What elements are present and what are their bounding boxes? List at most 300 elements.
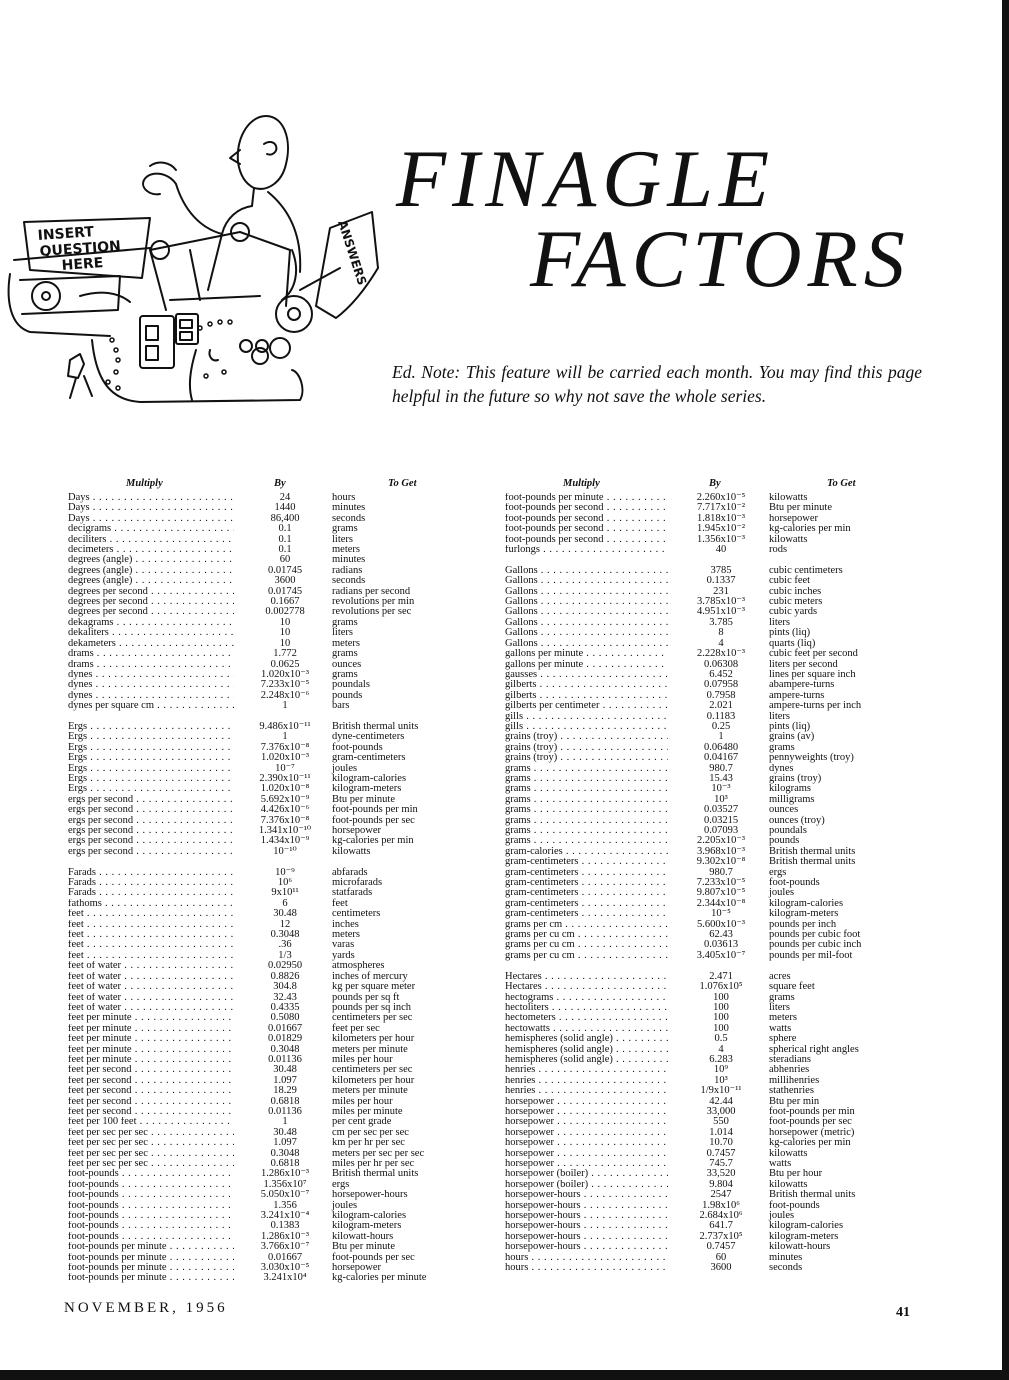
to-get-cell: miles per minute bbox=[332, 1105, 403, 1117]
to-get-cell: pounds per cubic inch bbox=[769, 939, 862, 951]
multiply-cell: gills . . . bbox=[505, 722, 668, 732]
multiply-cell: gram-centimeters . . . bbox=[505, 888, 668, 898]
factor-cell: 1.772 bbox=[273, 648, 297, 660]
factor-cell: 0.1667 bbox=[270, 596, 300, 608]
to-get-cell: joules bbox=[332, 1199, 358, 1211]
multiply-cell: feet per second . . . bbox=[68, 1086, 234, 1096]
multiply-cell: hectowatts . . . bbox=[505, 1024, 668, 1034]
factor-cell: 42.44 bbox=[709, 1095, 733, 1107]
to-get-cell: Btu per minute bbox=[332, 793, 395, 805]
multiply-cell: feet per second . . . bbox=[68, 1065, 234, 1075]
multiply-cell: foot-pounds . . . bbox=[68, 1190, 234, 1200]
multiply-cell: decimeters . . . bbox=[68, 545, 234, 555]
factor-cell: 0.7457 bbox=[706, 1147, 736, 1159]
multiply-cell: fathoms . . . bbox=[68, 899, 234, 909]
factor-cell: 100 bbox=[713, 1001, 729, 1013]
factor-cell: 60 bbox=[279, 554, 291, 566]
factor-cell: 1 bbox=[282, 700, 288, 712]
editor-note: Ed. Note: This feature will be carried each month. You may find this page helpful in the future so why not save the whole series. bbox=[392, 362, 922, 406]
factor-cell: 0.01667 bbox=[267, 1251, 303, 1263]
factor-cell: 7.717x10⁻² bbox=[696, 502, 746, 514]
multiply-cell: horsepower-hours . . . bbox=[505, 1190, 668, 1200]
to-get-cell: liters bbox=[332, 627, 353, 639]
factor-cell: 4.426x10⁻⁶ bbox=[260, 804, 310, 816]
factor-cell: 3600 bbox=[710, 1262, 732, 1274]
multiply-cell: dynes . . . bbox=[68, 691, 234, 701]
to-get-cell: joules bbox=[769, 1210, 795, 1222]
multiply-cell: gilberts . . . bbox=[505, 680, 668, 690]
to-get-cell: kilograms bbox=[769, 783, 811, 795]
to-get-cell: pounds per sq ft bbox=[332, 991, 400, 1003]
to-get-cell: joules bbox=[332, 762, 358, 774]
to-get-cell: kilowatts bbox=[769, 533, 808, 545]
to-get-cell: minutes bbox=[332, 502, 366, 514]
multiply-cell: horsepower-hours . . . bbox=[505, 1221, 668, 1231]
factor-cell: 30.48 bbox=[273, 1126, 297, 1138]
multiply-cell: foot-pounds per second . . . bbox=[505, 535, 668, 545]
factor-cell: 5.600x10⁻³ bbox=[696, 918, 746, 930]
factor-cell: 0.01667 bbox=[267, 1022, 303, 1034]
multiply-cell: Farads . . . bbox=[68, 868, 234, 878]
to-get-cell: seconds bbox=[332, 512, 366, 524]
to-get-cell: abhenries bbox=[769, 1064, 810, 1076]
to-get-cell: cubic meters bbox=[769, 596, 823, 608]
factor-cell: 2.021 bbox=[709, 700, 733, 712]
factor-cell: 1.945x10⁻² bbox=[696, 523, 746, 535]
to-get-cell: horsepower (metric) bbox=[769, 1126, 855, 1138]
to-get-cell: ounces bbox=[332, 658, 362, 670]
factor-cell: 1.434x10⁻⁹ bbox=[260, 835, 310, 847]
to-get-cell: Btu per hour bbox=[769, 1168, 823, 1180]
multiply-cell: hours . . . bbox=[505, 1253, 668, 1263]
to-get-cell: liters bbox=[769, 710, 790, 722]
multiply-cell: horsepower . . . bbox=[505, 1117, 668, 1127]
factor-cell: 18.29 bbox=[273, 1085, 297, 1097]
multiply-cell: Ergs . . . bbox=[68, 784, 234, 794]
to-get-cell: poundals bbox=[769, 825, 807, 836]
to-get-cell: kg-calories per min bbox=[769, 1137, 851, 1149]
to-get-cell: grams bbox=[332, 616, 358, 628]
factor-cell: 10³ bbox=[714, 793, 728, 805]
to-get-cell: horsepower bbox=[332, 1262, 381, 1274]
multiply-cell: feet . . . bbox=[68, 909, 234, 919]
multiply-cell: Farads . . . bbox=[68, 888, 234, 898]
multiply-cell: horsepower-hours . . . bbox=[505, 1242, 668, 1252]
page-number: 41 bbox=[896, 1305, 910, 1320]
multiply-cell: Ergs . . . bbox=[68, 743, 234, 753]
multiply-cell: ergs per second . . . bbox=[68, 805, 234, 815]
factor-cell: 100 bbox=[713, 1012, 729, 1024]
to-get-cell: spherical right angles bbox=[769, 1043, 859, 1055]
factor-cell: 32.43 bbox=[273, 991, 297, 1003]
multiply-cell: grams . . . bbox=[505, 826, 668, 836]
factor-cell: 0.6818 bbox=[270, 1158, 300, 1169]
multiply-cell: gilberts per centimeter . . . bbox=[505, 701, 668, 711]
to-get-cell: kilowatt-hours bbox=[332, 1230, 394, 1242]
factor-cell: 0.3048 bbox=[270, 1147, 300, 1159]
to-get-cell: watts bbox=[769, 1158, 792, 1169]
to-get-cell: meters per minute bbox=[332, 1043, 408, 1055]
multiply-cell: foot-pounds . . . bbox=[68, 1180, 234, 1190]
to-get-cell: miles per hour bbox=[332, 1095, 393, 1107]
factor-cell: 10⁹ bbox=[713, 1064, 729, 1076]
factor-cell: 10⁻⁹ bbox=[275, 866, 295, 878]
multiply-cell: gram-centimeters . . . bbox=[505, 909, 668, 919]
multiply-cell: grams per cu cm . . . bbox=[505, 930, 668, 940]
multiply-cell: dynes per square cm . . . bbox=[68, 701, 234, 711]
to-get-cell: grams bbox=[769, 991, 795, 1003]
to-get-cell: British thermal units bbox=[332, 1168, 419, 1180]
multiply-cell: degrees per second . . . bbox=[68, 587, 234, 597]
factor-cell: 1 bbox=[718, 731, 724, 743]
to-get-cell: meters bbox=[332, 929, 360, 941]
factor-cell: 2.248x10⁻⁶ bbox=[260, 689, 310, 701]
multiply-cell: grams . . . bbox=[505, 805, 668, 815]
factor-cell: 3.241x10⁴ bbox=[263, 1272, 307, 1284]
factor-cell: 0.002778 bbox=[265, 606, 305, 618]
factor-cell: 6.283 bbox=[709, 1053, 733, 1065]
to-get-cell: kilometers per hour bbox=[332, 1074, 415, 1086]
to-get-cell: inches of mercury bbox=[332, 970, 408, 982]
factor-cell: 33,000 bbox=[706, 1105, 736, 1117]
factor-cell: 0.7457 bbox=[706, 1241, 736, 1253]
multiply-cell: dekameters . . . bbox=[68, 639, 234, 649]
to-get-cell: grams bbox=[332, 523, 358, 535]
multiply-cell: Farads . . . bbox=[68, 878, 234, 888]
to-get-cell: seconds bbox=[769, 1262, 803, 1274]
multiply-cell: gilberts . . . bbox=[505, 691, 668, 701]
factor-cell: 5.050x10⁻⁷ bbox=[260, 1189, 310, 1201]
to-get-cell: kilogram-calories bbox=[332, 1210, 407, 1222]
factor-cell: 10⁻⁵ bbox=[711, 908, 731, 920]
multiply-cell: hemispheres (solid angle) . . . bbox=[505, 1045, 668, 1055]
factor-cell: 100 bbox=[713, 991, 729, 1003]
factor-cell: 0.04167 bbox=[703, 752, 739, 764]
to-get-cell: foot-pounds per min bbox=[332, 804, 418, 816]
factor-cell: 1.341x10⁻¹⁰ bbox=[258, 825, 312, 836]
factor-cell: 1/3 bbox=[278, 949, 292, 961]
multiply-cell: Ergs . . . bbox=[68, 732, 234, 742]
factor-cell: 1.097 bbox=[273, 1137, 297, 1149]
factor-cell: 0.5 bbox=[714, 1033, 728, 1045]
multiply-cell: gram-centimeters . . . bbox=[505, 878, 668, 888]
factor-cell: 15.43 bbox=[709, 772, 733, 784]
factor-cell: 9.807x10⁻⁵ bbox=[696, 887, 746, 899]
header-multiply: Multiply bbox=[563, 478, 600, 489]
to-get-cell: yards bbox=[332, 949, 355, 961]
to-get-cell: watts bbox=[769, 1022, 792, 1034]
header-to-get: To Get bbox=[827, 478, 856, 489]
factor-cell: 2.205x10⁻³ bbox=[696, 835, 746, 847]
to-get-cell: seconds bbox=[332, 575, 366, 587]
multiply-cell: horsepower (boiler) . . . bbox=[505, 1180, 668, 1190]
to-get-cell: millihenries bbox=[769, 1074, 820, 1086]
multiply-cell: feet per sec per sec . . . bbox=[68, 1159, 234, 1169]
to-get-cell: quarts (liq) bbox=[769, 637, 816, 649]
multiply-cell: foot-pounds per minute . . . bbox=[68, 1253, 234, 1263]
factor-cell: 1.020x10⁻³ bbox=[260, 752, 310, 764]
factor-cell: 0.4335 bbox=[270, 1001, 300, 1013]
to-get-cell: minutes bbox=[769, 1251, 803, 1263]
to-get-cell: grams bbox=[332, 668, 358, 680]
to-get-cell: centimeters per sec bbox=[332, 1064, 413, 1076]
to-get-cell: inches bbox=[332, 918, 359, 930]
factor-cell: 1.097 bbox=[273, 1074, 297, 1086]
multiply-cell: feet per minute . . . bbox=[68, 1034, 234, 1044]
multiply-cell: Hectares . . . bbox=[505, 972, 668, 982]
factor-cell: 231 bbox=[713, 585, 729, 597]
to-get-cell: grains (troy) bbox=[769, 772, 822, 784]
to-get-cell: pennyweights (troy) bbox=[769, 752, 854, 764]
to-get-cell: per cent grade bbox=[332, 1116, 392, 1128]
factor-cell: 0.5080 bbox=[270, 1012, 300, 1024]
to-get-cell: British thermal units bbox=[769, 845, 856, 857]
multiply-cell: furlongs . . . bbox=[505, 545, 668, 555]
multiply-cell: horsepower . . . bbox=[505, 1149, 668, 1159]
multiply-cell: grams . . . bbox=[505, 784, 668, 794]
multiply-cell: dekagrams . . . bbox=[68, 618, 234, 628]
multiply-cell: foot-pounds . . . bbox=[68, 1232, 234, 1242]
multiply-cell: Gallons . . . bbox=[505, 628, 668, 638]
factor-cell: 3.968x10⁻³ bbox=[696, 845, 746, 857]
multiply-cell: feet . . . bbox=[68, 940, 234, 950]
factor-cell: .36 bbox=[278, 939, 292, 951]
multiply-cell: ergs per second . . . bbox=[68, 816, 234, 826]
multiply-cell: grains (troy) . . . bbox=[505, 753, 668, 763]
title-line-2: FACTORS bbox=[530, 213, 911, 304]
multiply-cell: grams per cm . . . bbox=[505, 920, 668, 930]
multiply-cell: foot-pounds . . . bbox=[68, 1221, 234, 1231]
factor-cell: 1 bbox=[282, 731, 288, 743]
to-get-cell: liters bbox=[769, 1001, 790, 1013]
to-get-cell: pounds per cubic foot bbox=[769, 929, 861, 941]
multiply-cell: foot-pounds per minute . . . bbox=[68, 1263, 234, 1273]
to-get-cell: British thermal units bbox=[769, 1189, 856, 1201]
factor-cell: 9.302x10⁻⁸ bbox=[696, 856, 746, 868]
multiply-cell: feet of water . . . bbox=[68, 982, 234, 992]
multiply-cell: horsepower . . . bbox=[505, 1128, 668, 1138]
multiply-cell: gram-centimeters . . . bbox=[505, 899, 668, 909]
to-get-cell: statfarads bbox=[332, 887, 373, 899]
to-get-cell: varas bbox=[332, 939, 355, 951]
factor-cell: 0.1337 bbox=[706, 575, 736, 587]
multiply-cell: feet per 100 feet . . . bbox=[68, 1117, 234, 1127]
cartoon-illustration bbox=[0, 100, 380, 420]
factor-cell: 0.07093 bbox=[703, 825, 739, 836]
to-get-cell: steradians bbox=[769, 1053, 811, 1065]
multiply-cell: grains (troy) . . . bbox=[505, 743, 668, 753]
multiply-cell: Gallons . . . bbox=[505, 587, 668, 597]
multiply-cell: foot-pounds per minute . . . bbox=[68, 1242, 234, 1252]
to-get-cell: kilometers per hour bbox=[332, 1033, 415, 1045]
to-get-cell: joules bbox=[769, 887, 795, 899]
factor-cell: 5.692x10⁻⁹ bbox=[260, 793, 310, 805]
factor-cell: 10⁻⁷ bbox=[275, 762, 295, 774]
to-get-cell: meters per minute bbox=[332, 1085, 408, 1097]
to-get-cell: cm per sec per sec bbox=[332, 1126, 409, 1138]
factor-cell: 0.7958 bbox=[706, 689, 736, 701]
to-get-cell: grains (av) bbox=[769, 731, 815, 743]
multiply-cell: Gallons . . . bbox=[505, 576, 668, 586]
factor-cell: 30.48 bbox=[273, 1064, 297, 1076]
factor-cell: 7.233x10⁻⁵ bbox=[260, 679, 310, 691]
multiply-cell: ergs per second . . . bbox=[68, 826, 234, 836]
multiply-cell: feet per minute . . . bbox=[68, 1055, 234, 1065]
multiply-cell: drams . . . bbox=[68, 660, 234, 670]
to-get-cell: minutes bbox=[332, 554, 366, 566]
factor-cell: 0.1 bbox=[278, 523, 292, 535]
to-get-cell: lines per square inch bbox=[769, 668, 856, 680]
factor-cell: 2.228x10⁻³ bbox=[696, 648, 746, 660]
multiply-cell: gram-centimeters . . . bbox=[505, 868, 668, 878]
multiply-cell: horsepower . . . bbox=[505, 1097, 668, 1107]
factor-cell: 4 bbox=[718, 637, 724, 649]
to-get-cell: grams bbox=[332, 648, 358, 660]
to-get-cell: British thermal units bbox=[332, 720, 419, 732]
to-get-cell: kilowatt-hours bbox=[769, 1241, 831, 1253]
to-get-cell: Btu per min bbox=[769, 1095, 820, 1107]
multiply-cell: henries . . . bbox=[505, 1076, 668, 1086]
multiply-cell: degrees (angle) . . . bbox=[68, 576, 234, 586]
to-get-cell: liters per second bbox=[769, 658, 838, 670]
factor-cell: 0.3048 bbox=[270, 929, 300, 941]
multiply-cell: gram-calories . . . bbox=[505, 847, 668, 857]
to-get-cell: poundals bbox=[332, 679, 370, 691]
factor-cell: 0.1 bbox=[278, 533, 292, 545]
multiply-cell: drams . . . bbox=[68, 649, 234, 659]
multiply-cell: foot-pounds per second . . . bbox=[505, 514, 668, 524]
to-get-cell: sphere bbox=[769, 1033, 797, 1045]
to-get-cell: liters bbox=[332, 533, 353, 545]
to-get-cell: kilowatts bbox=[332, 845, 371, 857]
factor-cell: 7.376x10⁻⁸ bbox=[260, 814, 310, 826]
factor-cell: 6.452 bbox=[709, 668, 733, 680]
factor-cell: 4.951x10⁻³ bbox=[696, 606, 746, 618]
multiply-cell: feet per sec per sec . . . bbox=[68, 1149, 234, 1159]
to-get-cell: ampere-turns per inch bbox=[769, 700, 862, 712]
multiply-cell: Days . . . bbox=[68, 493, 234, 503]
to-get-cell: feet bbox=[332, 897, 348, 909]
to-get-cell: atmospheres bbox=[332, 960, 385, 972]
factor-cell: 7.233x10⁻⁵ bbox=[696, 877, 746, 889]
factor-cell: 1440 bbox=[274, 502, 296, 514]
to-get-cell: kilowatts bbox=[769, 1147, 808, 1159]
to-get-cell: foot-pounds bbox=[769, 877, 820, 889]
to-get-cell: kg-calories per minute bbox=[332, 1272, 427, 1284]
multiply-cell: gills . . . bbox=[505, 712, 668, 722]
multiply-cell: feet . . . bbox=[68, 920, 234, 930]
multiply-cell: feet per sec per sec . . . bbox=[68, 1138, 234, 1148]
factor-cell: 0.07958 bbox=[703, 679, 739, 691]
multiply-cell: horsepower (boiler) . . . bbox=[505, 1169, 668, 1179]
to-get-cell: foot-pounds bbox=[332, 741, 383, 753]
factor-cell: 10³ bbox=[714, 1074, 728, 1086]
multiply-cell: dynes . . . bbox=[68, 670, 234, 680]
factor-cell: 745.7 bbox=[709, 1158, 733, 1169]
multiply-cell: dekaliters . . . bbox=[68, 628, 234, 638]
factor-cell: 10⁻³ bbox=[711, 783, 731, 795]
multiply-cell: Days . . . bbox=[68, 514, 234, 524]
multiply-cell: gallons per minute . . . bbox=[505, 660, 668, 670]
to-get-cell: ergs bbox=[332, 1178, 350, 1190]
factor-cell: 1.286x10⁻³ bbox=[260, 1168, 310, 1180]
multiply-cell: Ergs . . . bbox=[68, 764, 234, 774]
multiply-cell: feet per second . . . bbox=[68, 1076, 234, 1086]
to-get-cell: kilowatts bbox=[769, 492, 808, 503]
to-get-cell: horsepower-hours bbox=[332, 1189, 408, 1201]
to-get-cell: foot-pounds per sec bbox=[332, 814, 415, 826]
to-get-cell: kg-calories per min bbox=[769, 523, 851, 535]
to-get-cell: kilogram-meters bbox=[769, 1230, 839, 1242]
factor-cell: 1 bbox=[282, 1116, 288, 1128]
factor-cell: 3.785 bbox=[709, 616, 733, 628]
factor-cell: 30.48 bbox=[273, 908, 297, 920]
factor-cell: 6 bbox=[282, 897, 288, 909]
factor-cell: 0.01829 bbox=[267, 1033, 303, 1045]
to-get-cell: foot-pounds per sec bbox=[769, 1116, 852, 1128]
to-get-cell: milligrams bbox=[769, 793, 815, 805]
multiply-cell: horsepower . . . bbox=[505, 1159, 668, 1169]
multiply-cell: feet per minute . . . bbox=[68, 1024, 234, 1034]
to-get-cell: bars bbox=[332, 700, 350, 712]
multiply-cell: foot-pounds per second . . . bbox=[505, 524, 668, 534]
factor-cell: 1.014 bbox=[709, 1126, 733, 1138]
to-get-cell: miles per hr per sec bbox=[332, 1158, 415, 1169]
factor-cell: 0.01745 bbox=[267, 585, 303, 597]
factor-cell: 3.405x10⁻⁷ bbox=[696, 949, 746, 961]
to-get-cell: ounces (troy) bbox=[769, 814, 825, 826]
factor-cell: 2547 bbox=[710, 1189, 732, 1201]
factor-cell: 62.43 bbox=[709, 929, 733, 941]
to-get-cell: km per hr per sec bbox=[332, 1137, 405, 1149]
to-get-cell: pints (liq) bbox=[769, 720, 811, 732]
to-get-cell: pounds bbox=[332, 689, 363, 701]
factor-cell: 0.03613 bbox=[703, 939, 739, 951]
factor-cell: 2.260x10⁻⁵ bbox=[696, 492, 746, 503]
factor-cell: 1.356x10⁷ bbox=[263, 1178, 307, 1190]
factor-cell: 2.737x10⁵ bbox=[699, 1230, 743, 1242]
multiply-cell: feet per sec per sec . . . bbox=[68, 1128, 234, 1138]
factor-cell: 9x10¹¹ bbox=[271, 887, 299, 899]
insert-sign-line2: QUESTION bbox=[39, 238, 122, 260]
multiply-cell: Hectares . . . bbox=[505, 982, 668, 992]
header-multiply: Multiply bbox=[126, 478, 163, 489]
multiply-cell: Ergs . . . bbox=[68, 722, 234, 732]
to-get-cell: stathenries bbox=[769, 1085, 814, 1097]
to-get-cell: meters bbox=[769, 1012, 797, 1024]
multiply-cell: degrees per second . . . bbox=[68, 607, 234, 617]
to-get-cell: dyne-centimeters bbox=[332, 731, 405, 743]
factor-cell: 10 bbox=[279, 637, 291, 649]
factor-cell: 24 bbox=[279, 492, 291, 503]
to-get-cell: feet per sec bbox=[332, 1022, 380, 1034]
factor-cell: 0.06308 bbox=[703, 658, 739, 670]
to-get-cell: abfarads bbox=[332, 866, 368, 878]
to-get-cell: Btu per minute bbox=[332, 1241, 395, 1253]
factor-cell: 10 bbox=[279, 627, 291, 639]
multiply-cell: horsepower-hours . . . bbox=[505, 1201, 668, 1211]
multiply-cell: foot-pounds per second . . . bbox=[505, 503, 668, 513]
header-by: By bbox=[709, 478, 721, 489]
multiply-cell: grams . . . bbox=[505, 816, 668, 826]
factor-cell: 550 bbox=[713, 1116, 729, 1128]
factor-cell: 10 bbox=[279, 616, 291, 628]
factor-cell: 0.01136 bbox=[268, 1053, 302, 1065]
multiply-cell: hectometers . . . bbox=[505, 1013, 668, 1023]
to-get-cell: Btu per minute bbox=[769, 502, 832, 514]
header-by: By bbox=[274, 478, 286, 489]
factor-cell: 1.020x10⁻³ bbox=[260, 668, 310, 680]
